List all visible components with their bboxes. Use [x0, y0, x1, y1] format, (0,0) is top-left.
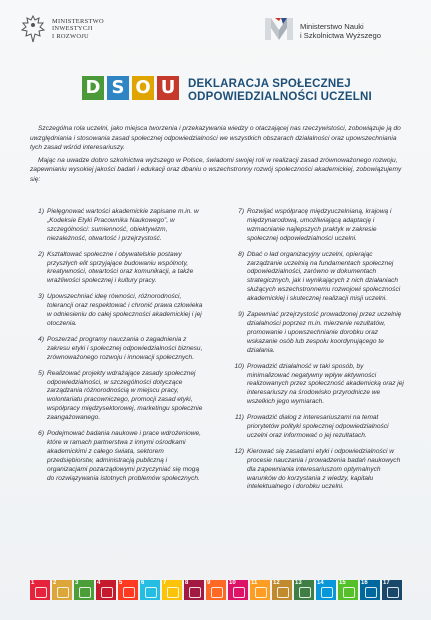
sdg-goal-number: 6 — [141, 580, 145, 586]
commitment-number: 3) — [38, 293, 44, 301]
sdg-goal-tile — [118, 580, 138, 600]
intro-text — [30, 124, 404, 188]
sdg-goal-icon — [79, 587, 91, 598]
sdg-goal-icon — [123, 587, 135, 598]
commitment-number: 1) — [38, 208, 44, 215]
commitment-number: 7) — [238, 208, 244, 215]
commitment-text: Realizować projekty wdrażające zasady społecznej odpowiedzialności, w szczególności dotyczące zarządzania różnorodnością w miejscu pracy, wolontariatu pracowniczego, promocji zasad etyki, współpracy międzysektorowej, marketingu społecznie zaangażowanego. — [47, 369, 203, 422]
sdg-goal-number: 13 — [295, 580, 302, 586]
commitment-text: Poszerzać programy nauczania o zagadnienia z zakresu etyki i społecznej odpowiedzialności biznesu, zrównoważonego rozwoju i innowacji społecznych. — [47, 335, 203, 361]
commitment-item — [230, 208, 406, 244]
sdg-goal-tile — [382, 580, 402, 600]
commitment-item — [230, 414, 406, 441]
sdg-goal-number: 17 — [383, 580, 390, 586]
sdg-goals-strip — [30, 580, 402, 600]
commitment-text: Rozwijać współpracę międzyuczelnianą, krajową i międzynarodową, umożliwiającą adaptację i wzmacnianie najlepszych praktyk w zakresie społecznej odpowiedzialności uczelni. — [247, 208, 392, 242]
sdg-goal-tile — [96, 580, 116, 600]
sdg-goal-number: 8 — [185, 580, 189, 586]
commitment-item — [30, 293, 206, 329]
commitment-number: 12) — [234, 447, 244, 455]
commitment-number: 2) — [38, 250, 44, 258]
commitment-number: 4) — [38, 335, 44, 343]
commitment-item — [230, 251, 406, 304]
sdg-goal-tile — [206, 580, 226, 600]
sdg-goal-number: 12 — [273, 580, 280, 586]
commitment-number: 10) — [234, 362, 244, 370]
sdg-goal-tile — [250, 580, 270, 600]
sdg-goal-number: 14 — [317, 580, 324, 586]
sdg-goal-number: 15 — [339, 580, 346, 586]
sdg-goal-icon — [387, 587, 399, 598]
sdg-goal-number: 5 — [119, 580, 123, 586]
commitment-item — [230, 311, 406, 356]
sdg-goal-tile — [30, 580, 50, 600]
sdg-goal-icon — [189, 587, 201, 598]
commitment-item — [30, 370, 206, 423]
intro-paragraph-1: Szczególna rola uczelni, jako miejsca tworzenia i przekazywania wiedzy o otaczającej nas rzeczywistości, zobowiązuje ją do uwzględniania i stosowania zasad społecznej odpowiedzialności we wszystkich obszarach działalności oraz upowszechniania tych zasad wśród interesariuszy. — [30, 125, 401, 152]
sdg-goal-number: 3 — [75, 580, 79, 586]
commitment-item — [230, 448, 406, 493]
ministry-left-line-3: I ROZWOJU — [52, 32, 89, 40]
header — [0, 6, 431, 52]
sdg-goal-icon — [167, 587, 179, 598]
intro-paragraph-2: Mając na uwadze dobro szkolnictwa wyższego w Polsce, świadomi swojej roli w realizacji zasad zrównoważonego rozwoju, zapewnianiu wysokiej jakości badań i edukacji oraz dbaniu o wszechstronny rozwój społeczności akademickiej, zobowiązujemy się: — [30, 156, 402, 183]
commitment-item — [30, 251, 206, 287]
ministry-left-line-2: INWESTYCJI — [52, 25, 93, 33]
commitment-text: Pielęgnować wartości akademickie zapisane m.in. w „Kodeksie Etyki Pracownika Naukowego”, w szczególności: sumienność, obiektywizm, niezależność, otwartość i przejrzystość. — [47, 208, 199, 242]
dsou-logo — [82, 76, 179, 100]
sdg-goal-icon — [365, 587, 377, 598]
sdg-goal-number: 4 — [97, 580, 101, 586]
sdg-goal-number: 1 — [31, 580, 35, 586]
ministry-right-line-2: i Szkolnictwa Wyższego — [300, 31, 381, 40]
commitment-text: Upowszechniać ideę równości, różnorodności, tolerancji oraz respektować i chronić prawa człowieka w odniesieniu do całej społeczności akademickiej i jej otoczenia. — [47, 293, 203, 327]
sdg-goal-number: 11 — [251, 580, 258, 586]
ministry-right-name — [300, 22, 381, 40]
commitment-number: 9) — [238, 311, 244, 319]
sdg-goal-tile — [294, 580, 314, 600]
commitment-text: Prowadzić działalność w taki sposób, by minimalizować negatywny wpływ aktywności realizowanych przez społeczność akademicką oraz jej interesariuszy na środowisko przyrodnicze we wszelkich jego wymiarach. — [247, 362, 404, 406]
sdg-goal-icon — [101, 587, 113, 598]
sdg-goal-number: 10 — [229, 580, 236, 586]
commitment-text: Kształtować społeczne i obywatelskie postawy przyszłych elit sprzyjające budowaniu wspólnoty, kreatywności, otwartości oraz komunikacji, a także wrażliwości społecznej i kultury pracy. — [47, 250, 194, 285]
sdg-goal-tile — [228, 580, 248, 600]
dsou-letter-d: D — [82, 76, 104, 100]
ministry-science-logo-icon — [265, 18, 293, 40]
sdg-goal-tile — [360, 580, 380, 600]
commitment-number: 11) — [235, 414, 244, 422]
commitment-text: Zapewniać przejrzystość prowadzonej przez uczelnię działalności poprzez m.in. mierzenie rezultatów, promowanie i upowszechnianie dorobku oraz wskazanie osób lub zespołu koordynującego te działania. — [247, 311, 402, 354]
sdg-goal-tile — [140, 580, 160, 600]
sdg-goal-icon — [321, 587, 333, 598]
sdg-goal-number: 7 — [163, 580, 167, 586]
sdg-goal-icon — [35, 587, 47, 598]
sdg-goal-icon — [211, 587, 223, 598]
sdg-goal-icon — [343, 587, 355, 598]
sdg-goal-tile — [184, 580, 204, 600]
commitment-number: 5) — [38, 369, 44, 377]
ministry-left-line-1: MINISTERSTWO — [52, 18, 104, 25]
commitment-text: Kierować się zasadami etyki i odpowiedzialności w procesie nauczania i prowadzenia badań naukowych dla zapewniania interesariuszom optymalnych warunków do korzystania z wiedzy, kapitału intelektualnego i dorobku uczelni. — [247, 447, 401, 491]
ministry-left-name — [52, 18, 104, 40]
sdg-goal-icon — [299, 587, 311, 598]
sdg-goal-tile — [316, 580, 336, 600]
commitment-text: Podejmować badania naukowe i prace wdrożeniowe, które w ramach partnerstwa z innymi ośrodkami akademickimi z całego świata, sektorem przedsiębiorstw, administracją publiczną i organizacjami pozarządowymi przyczyniać się mogą do rozwiązywania istotnych problemów społecznych. — [47, 430, 201, 482]
title-line-1: DEKLARACJA SPOŁECZNEJ — [188, 78, 351, 90]
polish-eagle-emblem-icon — [20, 14, 46, 44]
sdg-goal-icon — [145, 587, 157, 598]
sdg-goal-icon — [277, 587, 289, 598]
sdg-goal-icon — [233, 587, 245, 598]
commitment-item — [30, 208, 206, 244]
commitment-text: Prowadzić dialog z interesariuszami na temat priorytetów polityki społecznej odpowiedzialności uczelni oraz informować o jej rezultatach. — [247, 414, 389, 439]
sdg-goal-tile — [272, 580, 292, 600]
commitment-text: Dbać o ład organizacyjny uczelni, opierając zarządzanie uczelnią na fundamentach społecznej odpowiedzialności, zarówno w dokumentach strategicznych, jak i wynikających z nich działaniach służących wszechstronnemu rozwojowi społeczności akademickiej i skutecznej realizacji misji uczelni. — [247, 250, 401, 303]
dsou-letter-o: O — [132, 76, 154, 100]
commitment-item — [30, 336, 206, 363]
sdg-goal-icon — [255, 587, 267, 598]
commitments-left-column — [30, 208, 206, 490]
document-title — [188, 78, 372, 103]
sdg-goal-number: 2 — [53, 580, 57, 586]
commitment-item — [30, 430, 206, 483]
commitments-right-column — [230, 208, 406, 499]
commitment-number: 6) — [38, 430, 44, 438]
ministry-right-line-1: Ministerstwo Nauki — [300, 22, 364, 31]
commitment-number: 8) — [238, 250, 244, 258]
sdg-goal-number: 16 — [361, 580, 368, 586]
title-line-2: ODPOWIEDZIALNOŚCI UCZELNI — [188, 90, 372, 103]
dsou-letter-u: U — [157, 76, 179, 100]
sdg-goal-tile — [338, 580, 358, 600]
sdg-goal-tile — [74, 580, 94, 600]
sdg-goal-icon — [57, 587, 69, 598]
sdg-goal-number: 9 — [207, 580, 211, 586]
commitment-item — [230, 363, 406, 408]
dsou-letter-s: S — [107, 76, 129, 100]
sdg-goal-tile — [162, 580, 182, 600]
sdg-goal-tile — [52, 580, 72, 600]
